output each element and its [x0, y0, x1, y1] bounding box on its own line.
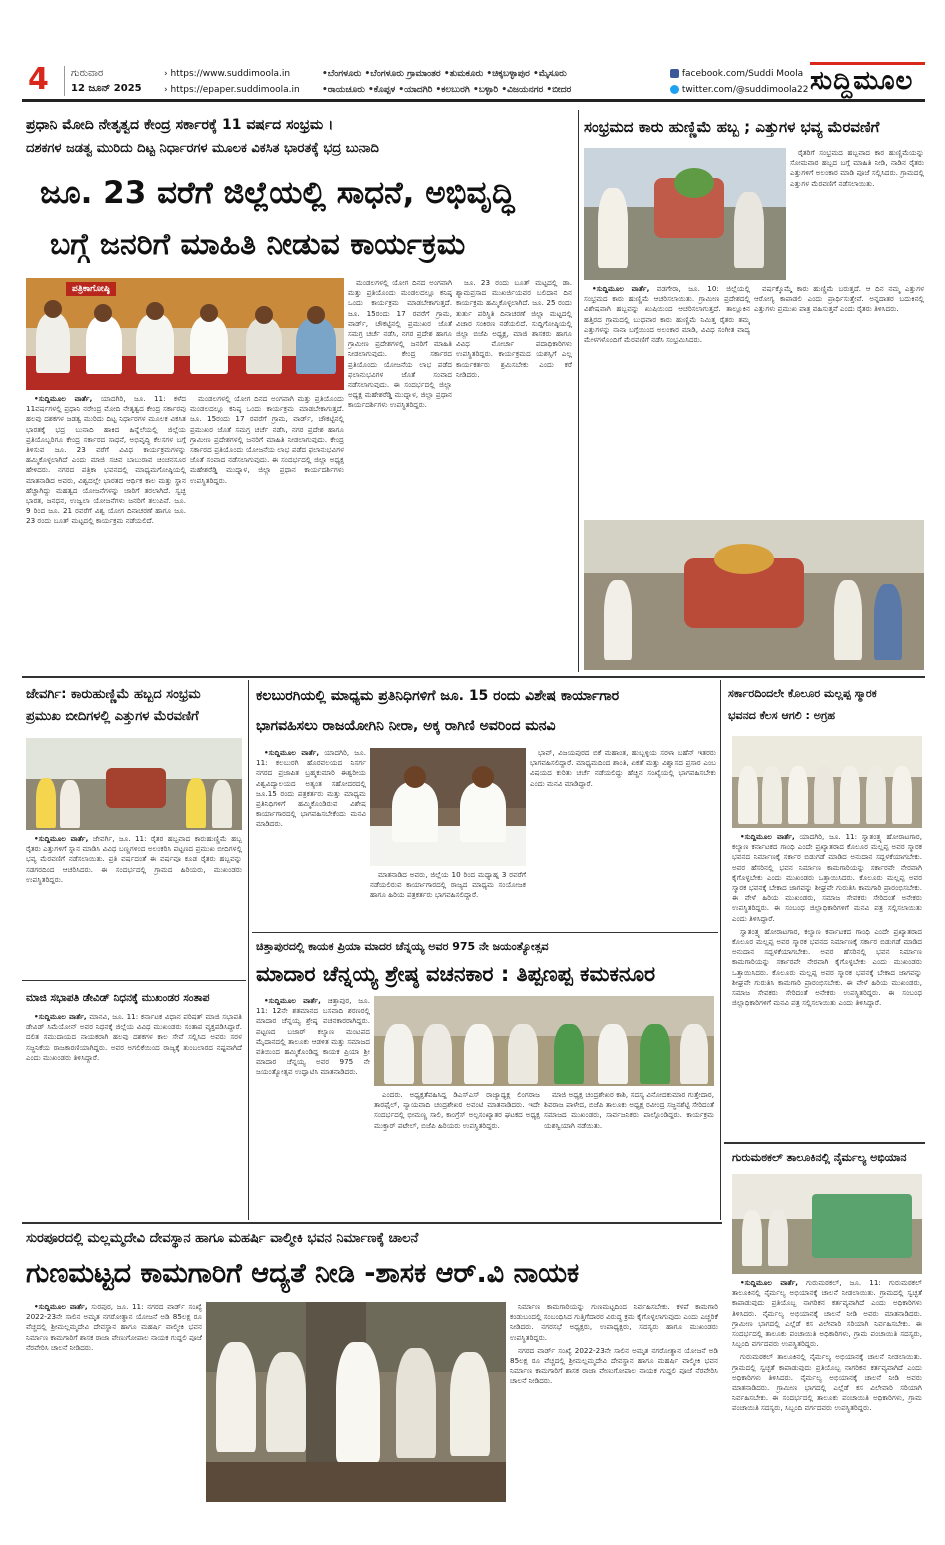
jewargi-photo [26, 738, 242, 830]
issue-date [64, 66, 144, 96]
lead-column-3: ಮಂಡಲಗಳಲ್ಲಿ ಯೋಗ ದಿನದ ಅಂಗವಾಗಿ ಮತ್ತು ಪ್ರತಿಯೊಂದು ಮಂಡಲದಲ್ಲೂ ಕನಿಷ್ಠ ಒಂದು ಕಾರ್ಯಕ್ರಮ ಮಾಡಬೇಕಾಗುತ್ತದೆ. ಜೂ. 15ರಂದು 17 ರವರೆಗೆ ಗ್ರಾಮ, ವಾರ್ಡ್, ಚೌಕಟ್ಟಿನಲ್ಲಿ ಪ್ರಮುಖರ ಜೊತೆ ಸಮಗ್ರ ಚರ್ಚೆ ನಡೆಸಿ, ನಗರ ಪ್ರದೇಶ ಹಾಗೂ ಗ್ರಾಮೀಣ ಪ್ರದೇಶಗಳಲ್ಲಿ ಜನರಿಗೆ ಮಾಹಿತಿ ನೀಡಲಾಗುವುದು. ಕೇಂದ್ರ ಸರ್ಕಾರದ ಪ್ರತಿಯೊಂದು ಯೋಜನೆಯ ಲಾಭ ಪಡೆದ ಫಲಾನುಭವಿಗಳ ಜೊತೆ ಸಂವಾದ ನಡೆಸಲಾಗುವುದು. ಈ ಸಂದರ್ಭದಲ್ಲಿ ಜಿಲ್ಲಾ ಅಧ್ಯಕ್ಷ ಮಹೇಶರೆಡ್ಡಿ ಮುದ್ನಾಳ, ಜಿಲ್ಲಾ ಪ್ರಧಾನ ಕಾರ್ಯದರ್ಶಿಗಳು ಉಪಸ್ಥಿತರಿದ್ದರು. [348, 278, 452, 410]
festival-column-left: •ಸುದ್ದಿಮೂಲ ವಾರ್ತೆ, ವಡಗೇರಾ, ಜೂ. 10: ಜಿಲ್ಲೆಯಲ್ಲಿ ಸಂಭ್ರಮದ ಕಾರು ಹುಣ್ಣಿಮೆ ಆಚರಿಸಲಾಯಿತು. ಗ್ರಾಮೀಣ ಪ್ರದೇಶದಲ್ಲಿ ವಿಶೇಷವಾಗಿ ಹಬ್ಬವನ್ನು ಖುಷಿಯಿಂದ ಆಚರಿಸಲಾಗುತ್ತದೆ. ತಾಲ್ಲೂಕಿನ ಹತ್ತಿರದ ಗ್ರಾಮದಲ್ಲಿ ಬುಧವಾರ ಕಾರು ಹುಣ್ಣಿಮೆ ನಿಮಿತ್ತ ರೈತರು ತಮ್ಮ ಎತ್ತುಗಳನ್ನು ನಾನಾ ಬಗ್ಗೆಯಿಂದ ಅಲಂಕಾರ ಮಾಡಿ, ವಿವಿಧ ಸಂಗೀತ ವಾದ್ಯ ಮೇಳಗಳೊಂದಿಗೆ ಮೆರವಣಿಗೆ ನಡೆಸಿ ಸಂಭ್ರಮಿಸಿದರು. [584, 284, 750, 345]
gurumatkal-headline: ಗುರುಮಠಕಲ್ ತಾಲೂಕಿನಲ್ಲಿ ನೈರ್ಮಲ್ಯ ಅಭಿಯಾನ [732, 1151, 907, 1164]
bull-procession-photo-1 [584, 148, 786, 280]
site-url-link[interactable]: › https://www.suddimoola.in [164, 69, 291, 79]
issue-day: ಗುರುವಾರ [71, 68, 104, 79]
surapura-column-1: •ಸುದ್ದಿಮೂಲ ವಾರ್ತೆ, ಸುರಪುರ, ಜೂ. 11: ನಗರದ ವಾರ್ಡ್ ಸಂಖ್ಯೆ 2022-23ನೇ ಸಾಲಿನ ಅಮೃತ ನಗರೋತ್ಥಾನ ಯೋಜನೆ ಅಡಿ 85ಲಕ್ಷ ರೂ ವೆಚ್ಚದಲ್ಲಿ ಶ್ರೀಮಲ್ಲಮ್ಮದೇವಿ ದೇವಸ್ಥಾನ ಹಾಗೂ ಮಹರ್ಷಿ ವಾಲ್ಮೀಕಿ ಭವನ ನಿರ್ಮಾಣ ಕಾಮಗಾರಿಗೆ ಶಾಸಕ ರಾಜಾ ವೇಣುಗೋಪಾಲ ನಾಯಕ ಗುದ್ದಲಿ ಪೂಜೆ ನೆರವೇರಿಸಿ ಚಾಲನೆ ನೀಡಿದರು. [26, 1302, 202, 1352]
press-meet-photo [26, 278, 344, 390]
kalaburagi-headline-1: ಕಲಬುರಗಿಯಲ್ಲಿ ಮಾಧ್ಯಮ ಪ್ರತಿನಿಧಿಗಳಿಗೆ ಜೂ. 15 ರಂದು ವಿಶೇಷ ಕಾರ್ಯಾಗಾರ [256, 688, 620, 704]
lead-kicker-2: ದಶಕಗಳ ಜಡತ್ವ ಮುರಿದು ದಿಟ್ಟ ನಿರ್ಧಾರಗಳ ಮೂಲಕ ವಿಕಸಿತ ಭಾರತಕ್ಕೆ ಭದ್ರ ಬುನಾದಿ [26, 141, 379, 156]
brahmakumari-speakers-photo [370, 748, 526, 866]
david-headline: ಮಾಜಿ ಸಭಾಪತಿ ಡೇವಿಡ್ ನಿಧನಕ್ಕೆ ಮುಖಂಡರ ಸಂತಾಪ [26, 992, 210, 1004]
epaper-url-link[interactable]: › https://epaper.suddimoola.in [164, 85, 300, 95]
bull-procession-photo-2 [584, 520, 924, 670]
site-links [164, 66, 314, 98]
masthead [22, 62, 925, 102]
festival-column-top: ರೈತರಿಗೆ ಸಂಭ್ರಮದ ಹಬ್ಬವಾದ ಕಾರ ಹುಣ್ಣಿಮೆಯನ್ನು ಸೋಮವಾರ ಹಬ್ಬದ ಬಗ್ಗೆ ಮಾಹಿತಿ ನೀಡಿ, ನಾಡಿನ ರೈತರು ಎತ್ತುಗಳಿಗೆ ಅಲಂಕಾರ ಮಾಡಿ ಪೂಜೆ ಸಲ್ಲಿಸಿದರು. ಗ್ರಾಮದಲ್ಲಿ ಎತ್ತುಗಳ ಮೆರವಣಿಗೆ ನಡೆಸಲಾಯಿತು. [790, 148, 924, 188]
district-list [322, 66, 662, 98]
facebook-link[interactable]: facebook.com/Suddi Moola [670, 66, 810, 82]
koluru-memorial-photo [732, 736, 922, 828]
kalaburagi-column-3: ಭಾವ್, ವಿಜಯಪುರದ ಬಿಕೆ ಮಹಾಂತ, ಹುಬ್ಬಳ್ಳಿಯ ಸರಳಾ ಬಹೆನ್ ಇತರರು ಭಾಗವಹಿಸಲಿದ್ದಾರೆ. ಮಾಧ್ಯಮದಿಂದ ಶಾಂತಿ, ಏಕತೆ ಮತ್ತು ವಿಶ್ವಾಸದ ಪ್ರಸಾರ ಎಂಬ ವಿಷಯದ ಕುರಿತು ಚರ್ಚೆ ನಡೆಯಲಿದ್ದು ಹೆಚ್ಚಿನ ಸಂಖ್ಯೆಯಲ್ಲಿ ಭಾಗವಹಿಸಬೇಕು ಎಂದು ಮನವಿ ಮಾಡಿದ್ದಾರೆ. [530, 748, 716, 788]
facebook-icon [670, 69, 679, 78]
jewargi-headline-1: ಜೇವರ್ಗಿ: ಕಾರುಹುಣ್ಣಿಮೆ ಹಬ್ಬದ ಸಂಭ್ರಮ [26, 687, 201, 702]
chennaiah-column-3: ಮಾಜಿ ಅಧ್ಯಕ್ಷ ಚಂದ್ರಶೇಖರ ಕಾಶಿ, ಸದಸ್ಯ ವಿನೋದಕುಮಾರ ಗುತ್ತೇದಾರ, ಶಿವರಾಜ ಪಾಳೇದ, ಬಿಜೆಪಿ ತಾಲೂಕು ಅಧ್ಯಕ್ಷ ರವೀಂದ್ರ ಸಜ್ಜನಶೆಟ್ಟಿ ಸೇರಿದಂತೆ ಸಮಾಜದ ಮುಖಂಡರು, ಸಾರ್ವಜನಿಕರು ಪಾಲ್ಗೊಂಡಿದ್ದರು. ಕಾರ್ಯಕ್ರಮ ಯಶಸ್ವಿಯಾಗಿ ನಡೆಯಿತು. [544, 1090, 714, 1130]
gurumatkal-body: •ಸುದ್ದಿಮೂಲ ವಾರ್ತೆ, ಗುರುಮಠಕಲ್, ಜೂ. 11: ಗುರುಮಠಕಲ್ ತಾಲೂಕಿನಲ್ಲಿ ನೈರ್ಮಲ್ಯ ಅಭಿಯಾನಕ್ಕೆ ಚಾಲನೆ ನೀಡಲಾಯಿತು. ಗ್ರಾಮದಲ್ಲಿ ಸ್ವಚ್ಛತೆ ಕಾಪಾಡುವುದು ಪ್ರತಿಯೊಬ್ಬ ನಾಗರಿಕನ ಕರ್ತವ್ಯವಾಗಿದೆ ಎಂದು ಅಧಿಕಾರಿಗಳು ತಿಳಿಸಿದರು. ನೈರ್ಮಲ್ಯ ಅಭಿಯಾನಕ್ಕೆ ಚಾಲನೆ ನೀಡಿ ಅವರು ಮಾತನಾಡಿದರು. ಗ್ರಾಮೀಣ ಭಾಗದಲ್ಲಿ ಎಲ್ಲೆಡೆ ಕಸ ವಿಲೇವಾರಿ ಸರಿಯಾಗಿ ನಿರ್ವಹಿಸಬೇಕು. ಈ ಸಂದರ್ಭದಲ್ಲಿ ತಾಲೂಕು ಪಂಚಾಯಿತಿ ಅಧಿಕಾರಿಗಳು, ಗ್ರಾಮ ಪಂಚಾಯಿತಿ ಸದಸ್ಯರು, ಸಿಬ್ಬಂದಿ ವರ್ಗದವರು ಉಪಸ್ಥಿತರಿದ್ದರು. ಗುರುಮಠಕಲ್ ತಾಲೂಕಿನಲ್ಲಿ ನೈರ್ಮಲ್ಯ ಅಭಿಯಾನಕ್ಕೆ ಚಾಲನೆ ನೀಡಲಾಯಿತು. ಗ್ರಾಮದಲ್ಲಿ ಸ್ವಚ್ಛತೆ ಕಾಪಾಡುವುದು ಪ್ರತಿಯೊಬ್ಬ ನಾಗರಿಕನ ಕರ್ತವ್ಯವಾಗಿದೆ ಎಂದು ಅಧಿಕಾರಿಗಳು ತಿಳಿಸಿದರು. ನೈರ್ಮಲ್ಯ ಅಭಿಯಾನಕ್ಕೆ ಚಾಲನೆ ನೀಡಿ ಅವರು ಮಾತನಾಡಿದರು. ಗ್ರಾಮೀಣ ಭಾಗದಲ್ಲಿ ಎಲ್ಲೆಡೆ ಕಸ ವಿಲೇವಾರಿ ಸರಿಯಾಗಿ ನಿರ್ವಹಿಸಬೇಕು. ಈ ಸಂದರ್ಭದಲ್ಲಿ ತಾಲೂಕು ಪಂಚಾಯಿತಿ ಅಧಿಕಾರಿಗಳು, ಗ್ರಾಮ ಪಂಚಾಯಿತಿ ಸದಸ್ಯರು, ಸಿಬ್ಬಂದಿ ವರ್ಗದವರು ಉಪಸ್ಥಿತರಿದ್ದರು. [732, 1278, 922, 1413]
social-links [670, 66, 810, 98]
page-number: 4 [28, 62, 49, 97]
lead-column-1: •ಸುದ್ದಿಮೂಲ ವಾರ್ತೆ, ಯಾದಗಿರಿ, ಜೂ. 11: ಕಳೆದ 11ವರ್ಷಗಳಲ್ಲಿ ಪ್ರಧಾನಿ ನರೇಂದ್ರ ಮೋದಿ ನೇತೃತ್ವದ ಕೇಂದ್ರ ಸರ್ಕಾರವು ಹಲವು ದಶಕಗಳ ಜಡತ್ವ ಮುರಿದು ದಿಟ್ಟ ನಿರ್ಧಾರಗಳ ಮೂಲಕ ವಿಕಸಿತ ಭಾರತಕ್ಕೆ ಭದ್ರ ಬುನಾದಿ ಹಾಕಿದ ಹಿನ್ನೆಲೆಯಲ್ಲಿ ಜಿಲ್ಲೆಯ ಪ್ರತಿಯೊಬ್ಬರಿಗೂ ಕೇಂದ್ರ ಸರ್ಕಾರದ ಸಾಧನೆ, ಅಭಿವೃದ್ಧಿ ಕೆಲಸಗಳ ಬಗ್ಗೆ ತಿಳಿಸುವ ಜೂ. 23 ವರೆಗೆ ವಿವಿಧ ಕಾರ್ಯಕ್ರಮಗಳನ್ನು ಹಮ್ಮಿಕೊಳ್ಳಲಾಗಿದೆ ಎಂದು ಮಾಜಿ ಸಚಿವ ಬಾಬುರಾವ ಚಿಂಚನಸೂರ ಹೇಳಿದರು. ನಗರದ ಪತ್ರಿಕಾ ಭವನದಲ್ಲಿ ಮಾಧ್ಯಮಗೋಷ್ಠಿಯಲ್ಲಿ ಮಾತನಾಡಿದ ಅವರು, ವಿಶ್ವದಲ್ಲೇ ಭಾರತದ ಆರ್ಥಿಕ ಕಾಲ ಮತ್ತು ಸ್ಥಾನ ಹೆಚ್ಚಾಗಿದ್ದು ಮಹತ್ವದ ಯೋಜನೆಗಳನ್ನು ಜಾರಿಗೆ ತರಲಾಗಿದೆ. ಸ್ವಚ್ಛ ಭಾರತ, ಜನಧನ, ಉಜ್ವಲಾ ಯೋಜನೆಗಳು ಜನರಿಗೆ ತಲುಪಿವೆ. ಜೂ. 9 ರಿಂದ ಜೂ. 21 ರವರೆಗೆ ವಿಶ್ವ ಯೋಗ ದಿನಾಚರಣೆ ಹಾಗೂ ಜೂ. 23 ರಂದು ಬೂತ್ ಮಟ್ಟದಲ್ಲಿ ಕಾರ್ಯಕ್ರಮ ನಡೆಯಲಿದೆ. [26, 394, 186, 526]
festival-headline: ಸಂಭ್ರಮದ ಕಾರು ಹುಣ್ಣಿಮೆ ಹಬ್ಬ ; ಎತ್ತುಗಳ ಭವ್ಯ ಮೆರವಣಿಗೆ [584, 118, 880, 136]
newspaper-logo: ಸುದ್ದಿಮೂಲ [810, 62, 925, 98]
david-body: •ಸುದ್ದಿಮೂಲ ವಾರ್ತೆ, ಮಾನವಿ, ಜೂ. 11: ಕರ್ನಾಟಕ ವಿಧಾನ ಪರಿಷತ್ ಮಾಜಿ ಸಭಾಪತಿ ಡೇವಿಡ್ ಸಿಮೆಯೋನ್ ಅವರ ನಿಧನಕ್ಕೆ ಜಿಲ್ಲೆಯ ವಿವಿಧ ಮುಖಂಡರು ಸಂತಾಪ ವ್ಯಕ್ತಪಡಿಸಿದ್ದಾರೆ. ದಲಿತ ಸಮುದಾಯದ ನಾಯಕರಾಗಿ ಹಲವು ದಶಕಗಳ ಕಾಲ ಸೇವೆ ಸಲ್ಲಿಸಿದ ಅವರು ಸರಳ ಸಜ್ಜನಿಕೆಯ ರಾಜಕಾರಣಿಯಾಗಿದ್ದರು. ಅವರ ಅಗಲಿಕೆಯಿಂದ ರಾಜ್ಯಕ್ಕೆ ತುಂಬಲಾರದ ನಷ್ಟವಾಗಿದೆ ಎಂದು ಮುಖಂಡರು ತಿಳಿಸಿದ್ದಾರೆ. [26, 1012, 242, 1062]
chennaiah-kicker: ಚಿತ್ತಾಪುರದಲ್ಲಿ ಕಾಯಕ ಪ್ರಿಯಾ ಮಾದರ ಚೆನ್ನಯ್ಯ ಅವರ 975 ನೇ ಜಯಂತ್ಯೋತ್ಸವ [256, 940, 549, 953]
kalaburagi-column-2: ಮಾತನಾಡಿದ ಅವರು, ಜಿಲ್ಲೆಯ 10 ರಿಂದ ಮಧ್ಯಾಹ್ನ 3 ರವರೆಗೆ ನಡೆಯಲಿರುವ ಕಾರ್ಯಾಗಾರದಲ್ಲಿ ರಾಜ್ಯದ ಮಾಧ್ಯಮ ಸಂಯೋಜಕ ಹಾಗೂ ಹಿರಿಯ ಪತ್ರಕರ್ತರು ಭಾಗವಹಿಸಲಿದ್ದಾರೆ. [370, 870, 526, 900]
chennaiah-jayanti-photo [374, 996, 714, 1086]
twitter-link[interactable]: twitter.com/@suddimoola22 [670, 82, 810, 98]
district-row-1: •ಬೆಂಗಳೂರು •ಬೆಂಗಳೂರು ಗ್ರಾಮಾಂತರ •ತುಮಕೂರು •ಚಿಕ್ಕಬಳ್ಳಾಪುರ •ಮೈಸೂರು [322, 69, 567, 79]
kalaburagi-headline-2: ಭಾಗವಹಿಸಲು ರಾಜಯೋಗಿನಿ ನೀರಾ, ಅಕ್ಕ ರಾಗಿಣಿ ಅವರಿಂದ ಮನವಿ [256, 718, 556, 734]
chennaiah-column-1: •ಸುದ್ದಿಮೂಲ ವಾರ್ತೆ, ಚಿತ್ತಾಪುರ, ಜೂ. 11: 12ನೇ ಶತಮಾನದ ಬಸವಾದಿ ಶರಣರಲ್ಲಿ ಮಾದಾರ ಚೆನ್ನಯ್ಯ ಶ್ರೇಷ್ಠ ವಚನಕಾರರಾಗಿದ್ದರು. ಪಟ್ಟಣದ ಬಜಾರ್ ಕಲ್ಯಾಣ ಮಂಟಪದ ಮೈದಾನದಲ್ಲಿ ತಾಲೂಕು ಆಡಳಿತ ಮತ್ತು ಸಮಾಜದ ವತಿಯಿಂದ ಹಮ್ಮಿಕೊಂಡಿದ್ದ ಕಾಯಕ ಪ್ರಿಯಾ ಶ್ರೀ ಮಾದಾರ ಚೆನ್ನಯ್ಯ ಅವರ 975 ನೇ ಜಯಂತ್ಯೋತ್ಸವ ಉದ್ಘಾಟಿಸಿ ಮಾತನಾಡಿದರು. [256, 996, 370, 1077]
chennaiah-column-2: ಎಂದರು. ಅಧ್ಯಕ್ಷತೆವಹಿಸಿದ್ದ ಡಿಎಸ್ಎಸ್ ರಾಜ್ಯಾಧ್ಯಕ್ಷ ಲಿಂಗರಾಜ ತಾರಫೈಲ್, ನ್ಯಾಯವಾದಿ ಚಂದ್ರಶೇಖರ ಅವಂಟಿ ಮಾತನಾಡಿದರು. ಇದೇ ಸಂದರ್ಭದಲ್ಲಿ ಭೀಮಣ್ಣ ಸಾಲಿ, ಕಾಂಗ್ರೆಸ್ ಅಲ್ಪಸಂಖ್ಯಾತರ ಘಟಕದ ಅಧ್ಯಕ್ಷ ಮುಕ್ತಾರ್ ಪಟೇಲ್, ಬಿಜೆಪಿ ಹಿರಿಯರು ಉಪಸ್ಥಿತರಿದ್ದರು. [374, 1090, 540, 1130]
groundbreaking-ceremony-photo [206, 1302, 506, 1502]
lead-column-4: ಜೂ. 23 ರಂದು ಬೂತ್ ಮಟ್ಟದಲ್ಲಿ ಡಾ. ಶ್ಯಾಮಪ್ರಸಾದ ಮುಖರ್ಜಿಯವರ ಬಲಿದಾನ ದಿನ ಕಾರ್ಯಕ್ರಮ ಹಮ್ಮಿಕೊಳ್ಳಲಾಗಿದೆ. ಜೂ. 25 ರಂದು ತುರ್ತು ಪರಿಸ್ಥಿತಿ ದಿನಾಚರಣೆ ಜಿಲ್ಲಾ ಮಟ್ಟದಲ್ಲಿ ವಿಚಾರ ಸಂಕಿರಣ ನಡೆಯಲಿದೆ. ಸುದ್ದಿಗೋಷ್ಠಿಯಲ್ಲಿ ಜಿಲ್ಲಾ ಬಿಜೆಪಿ ಅಧ್ಯಕ್ಷ, ಮಾಜಿ ಶಾಸಕರು ಹಾಗೂ ವಿವಿಧ ಮೋರ್ಚಾ ಪದಾಧಿಕಾರಿಗಳು ಉಪಸ್ಥಿತರಿದ್ದರು. ಕಾರ್ಯಕ್ರಮದ ಯಶಸ್ಸಿಗೆ ಎಲ್ಲ ಕಾರ್ಯಕರ್ತರು ಶ್ರಮಿಸಬೇಕು ಎಂದು ಕರೆ ನೀಡಿದರು. [456, 278, 572, 379]
koluru-headline-1: ಸರ್ಕಾರದಿಂದಲೇ ಕೊಲೂರ ಮಲ್ಲಪ್ಪ ಸ್ಮಾರಕ [728, 687, 877, 700]
surapura-kicker: ಸುರಪೂರದಲ್ಲಿ ಮಲ್ಲಮ್ಮದೇವಿ ದೇವಸ್ಥಾನ ಹಾಗೂ ಮಹರ್ಷಿ ವಾಲ್ಮೀಕಿ ಭವನ ನಿರ್ಮಾಣಕ್ಕೆ ಚಾಲನೆ [26, 1231, 419, 1246]
twitter-icon [670, 85, 679, 94]
lead-column-2: ಮಂಡಲಗಳಲ್ಲಿ ಯೋಗ ದಿನದ ಅಂಗವಾಗಿ ಮತ್ತು ಪ್ರತಿಯೊಂದು ಮಂಡಲದಲ್ಲೂ ಕನಿಷ್ಠ ಒಂದು ಕಾರ್ಯಕ್ರಮ ಮಾಡಬೇಕಾಗುತ್ತದೆ. ಜೂ. 15ರಂದು 17 ರವರೆಗೆ ಗ್ರಾಮ, ವಾರ್ಡ್, ಚೌಕಟ್ಟಿನಲ್ಲಿ ಪ್ರಮುಖರ ಜೊತೆ ಸಮಗ್ರ ಚರ್ಚೆ ನಡೆಸಿ, ನಗರ ಪ್ರದೇಶ ಹಾಗೂ ಗ್ರಾಮೀಣ ಪ್ರದೇಶಗಳಲ್ಲಿ ಜನರಿಗೆ ಮಾಹಿತಿ ನೀಡಲಾಗುವುದು. ಕೇಂದ್ರ ಸರ್ಕಾರದ ಪ್ರತಿಯೊಂದು ಯೋಜನೆಯ ಲಾಭ ಪಡೆದ ಫಲಾನುಭವಿಗಳ ಜೊತೆ ಸಂವಾದ ನಡೆಸಲಾಗುವುದು. ಈ ಸಂದರ್ಭದಲ್ಲಿ ಜಿಲ್ಲಾ ಅಧ್ಯಕ್ಷ ಮಹೇಶರೆಡ್ಡಿ ಮುದ್ನಾಳ, ಜಿಲ್ಲಾ ಪ್ರಧಾನ ಕಾರ್ಯದರ್ಶಿಗಳು ಉಪಸ್ಥಿತರಿದ್ದರು. [190, 394, 344, 485]
lead-headline-1: ಜೂ. 23 ವರೆಗೆ ಜಿಲ್ಲೆಯಲ್ಲಿ ಸಾಧನೆ, ಅಭಿವೃದ್ಧಿ [40, 175, 515, 211]
chennaiah-headline: ಮಾದಾರ ಚೆನ್ನಯ್ಯ ಶ್ರೇಷ್ಠ ವಚನಕಾರ : ತಿಪ್ಪಣಪ್ಪ ಕಮಕನೂರ [256, 962, 656, 986]
jewargi-body: •ಸುದ್ದಿಮೂಲ ವಾರ್ತೆ, ಜೇವರ್ಗಿ, ಜೂ. 11: ರೈತರ ಹಬ್ಬವಾದ ಕಾರುಹುಣ್ಣಿಮೆ ಹಬ್ಬ ರೈತರು ಎತ್ತುಗಳಿಗೆ ಸ್ನಾನ ಮಾಡಿಸಿ ವಿವಿಧ ಬಣ್ಣಗಳಿಂದ ಅಲಂಕರಿಸಿ ಪಟ್ಟಣದ ಪ್ರಮುಖ ಬೀದಿಗಳಲ್ಲಿ ಭವ್ಯ ಮೆರವಣಿಗೆ ನಡೆಸಲಾಯಿತು. ಪ್ರತಿ ವರ್ಷದಂತೆ ಈ ವರ್ಷವೂ ಕೂಡ ರೈತರು ಹಬ್ಬವನ್ನು ಸಡಗರದಿಂದ ಆಚರಿಸಿದರು. ಈ ಸಂದರ್ಭದಲ್ಲಿ ಗ್ರಾಮದ ಹಿರಿಯರು, ಮುಖಂಡರು ಉಪಸ್ಥಿತರಿದ್ದರು. [26, 834, 242, 884]
koluru-body: •ಸುದ್ದಿಮೂಲ ವಾರ್ತೆ, ಯಾದಗಿರಿ, ಜೂ. 11: ಸ್ವಾತಂತ್ರ್ಯ ಹೋರಾಟಗಾರ, ಕಲ್ಯಾಣ ಕರ್ನಾಟಕದ ಗಾಂಧಿ ಎಂದೇ ಪ್ರಖ್ಯಾತರಾದ ಕೊಲೂರ ಮಲ್ಲಪ್ಪ ಅವರ ಸ್ಮಾರಕ ಭವನದ ನಿರ್ಮಾಣಕ್ಕೆ ಸರ್ಕಾರ ಬಿಡುಗಡೆ ಮಾಡಿದ ಅನುದಾನ ಸದ್ಬಳಕೆಯಾಗಬೇಕು. ಅವರ ಹೆಸರಿನಲ್ಲಿ ಭವನ ನಿರ್ಮಾಣ ಕಾಮಗಾರಿಯನ್ನು ಸರ್ಕಾರವೇ ನೇರವಾಗಿ ಕೈಗೊಳ್ಳಬೇಕು ಎಂದು ಮುಖಂಡರು ಒತ್ತಾಯಿಸಿದರು. ಕೊಲೂರು ಮಲ್ಲಪ್ಪ ಅವರ ಸ್ಮಾರಕ ಭವನಕ್ಕೆ ಬೇಕಾದ ಜಾಗವನ್ನು ಶೀಘ್ರವೇ ಗುರುತಿಸಿ ಕಾಮಗಾರಿ ಪ್ರಾರಂಭಿಸಬೇಕು. ಈ ವೇಳೆ ಹಿರಿಯ ಮುಖಂಡರು, ಸಮಾಜ ಸೇವಕರು ಸೇರಿದಂತೆ ಅನೇಕರು ಉಪಸ್ಥಿತರಿದ್ದರು. ಈ ಸಂಬಂಧ ಜಿಲ್ಲಾಧಿಕಾರಿಗಳಿಗೆ ಮನವಿ ಪತ್ರ ಸಲ್ಲಿಸಲಾಯಿತು ಎಂದು ತಿಳಿಸಿದ್ದಾರೆ. ಸ್ವಾತಂತ್ರ್ಯ ಹೋರಾಟಗಾರ, ಕಲ್ಯಾಣ ಕರ್ನಾಟಕದ ಗಾಂಧಿ ಎಂದೇ ಪ್ರಖ್ಯಾತರಾದ ಕೊಲೂರ ಮಲ್ಲಪ್ಪ ಅವರ ಸ್ಮಾರಕ ಭವನದ ನಿರ್ಮಾಣಕ್ಕೆ ಸರ್ಕಾರ ಬಿಡುಗಡೆ ಮಾಡಿದ ಅನುದಾನ ಸದ್ಬಳಕೆಯಾಗಬೇಕು. ಅವರ ಹೆಸರಿನಲ್ಲಿ ಭವನ ನಿರ್ಮಾಣ ಕಾಮಗಾರಿಯನ್ನು ಸರ್ಕಾರವೇ ನೇರವಾಗಿ ಕೈಗೊಳ್ಳಬೇಕು ಎಂದು ಮುಖಂಡರು ಒತ್ತಾಯಿಸಿದರು. ಕೊಲೂರು ಮಲ್ಲಪ್ಪ ಅವರ ಸ್ಮಾರಕ ಭವನಕ್ಕೆ ಬೇಕಾದ ಜಾಗವನ್ನು ಶೀಘ್ರವೇ ಗುರುತಿಸಿ ಕಾಮಗಾರಿ ಪ್ರಾರಂಭಿಸಬೇಕು. ಈ ವೇಳೆ ಹಿರಿಯ ಮುಖಂಡರು, ಸಮಾಜ ಸೇವಕರು ಸೇರಿದಂತೆ ಅನೇಕರು ಉಪಸ್ಥಿತರಿದ್ದರು. ಈ ಸಂಬಂಧ ಜಿಲ್ಲಾಧಿಕಾರಿಗಳಿಗೆ ಮನವಿ ಪತ್ರ ಸಲ್ಲಿಸಲಾಯಿತು ಎಂದು ತಿಳಿಸಿದ್ದಾರೆ. [732, 832, 922, 1008]
gurumatkal-photo [732, 1174, 922, 1274]
koluru-headline-2: ಭವನದ ಕೆಲಸ ಆಗಲಿ : ಅಗ್ರಹ [728, 709, 836, 722]
jewargi-headline-2: ಪ್ರಮುಖ ಬೀದಿಗಳಲ್ಲಿ ಎತ್ತುಗಳ ಮೆರವಣಿಗೆ [26, 709, 199, 724]
festival-column-right: ವರ್ಷಕ್ಕೊಮ್ಮೆ ಕಾರು ಹುಣ್ಣಿಮೆ ಬರುತ್ತದೆ. ಆ ದಿನ ನಮ್ಮ ಎತ್ತುಗಳ ಆರೋಗ್ಯ ಕಾಪಾಡಲಿ ಎಂದು ಪ್ರಾರ್ಥಿಸುತ್ತೇವೆ. ಅನ್ನದಾತರ ಬದುಕಿನಲ್ಲಿ ಎತ್ತುಗಳು ಪ್ರಮುಖ ಪಾತ್ರ ವಹಿಸುತ್ತವೆ ಎಂದು ರೈತರು ತಿಳಿಸಿದರು. [754, 284, 924, 314]
lead-kicker-1: ಪ್ರಧಾನಿ ಮೋದಿ ನೇತೃತ್ವದ ಕೇಂದ್ರ ಸರ್ಕಾರಕ್ಕೆ 11 ವರ್ಷದ ಸಂಭ್ರಮ । [26, 117, 334, 133]
lead-headline-2: ಬಗ್ಗೆ ಜನರಿಗೆ ಮಾಹಿತಿ ನೀಡುವ ಕಾರ್ಯಕ್ರಮ [50, 227, 466, 262]
district-row-2: •ರಾಯಚೂರು •ಕೊಪ್ಪಳ •ಯಾದಗಿರಿ •ಕಲಬುರಗಿ •ಬಳ್ಳಾರಿ •ವಿಜಯನಗರ •ಬೀದರ [322, 85, 572, 95]
press-banner: ಪತ್ರಿಕಾಗೋಷ್ಠಿ [66, 282, 116, 296]
surapura-headline: ಗುಣಮಟ್ಟದ ಕಾಮಗಾರಿಗೆ ಆದ್ಯತೆ ನೀಡಿ -ಶಾಸಕ ಆರ್.ವಿ ನಾಯಕ [26, 1258, 580, 1289]
surapura-column-2: ನಿರ್ಮಾಣ ಕಾಮಗಾರಿಯನ್ನು ಗುಣಮಟ್ಟದಿಂದ ನಿರ್ವಹಿಸಬೇಕು. ಕಳಪೆ ಕಾಮಗಾರಿ ಕಂಡುಬಂದಲ್ಲಿ ಸಂಬಂಧಿಸಿದ ಗುತ್ತಿಗೆದಾರರ ವಿರುದ್ಧ ಕ್ರಮ ಕೈಗೊಳ್ಳಲಾಗುವುದು ಎಂದು ಎಚ್ಚರಿಕೆ ನೀಡಿದರು. ನಗರಸಭೆ ಅಧ್ಯಕ್ಷರು, ಉಪಾಧ್ಯಕ್ಷರು, ಸದಸ್ಯರು ಹಾಗೂ ಮುಖಂಡರು ಉಪಸ್ಥಿತರಿದ್ದರು. ನಗರದ ವಾರ್ಡ್ ಸಂಖ್ಯೆ 2022-23ನೇ ಸಾಲಿನ ಅಮೃತ ನಗರೋತ್ಥಾನ ಯೋಜನೆ ಅಡಿ 85ಲಕ್ಷ ರೂ ವೆಚ್ಚದಲ್ಲಿ ಶ್ರೀಮಲ್ಲಮ್ಮದೇವಿ ದೇವಸ್ಥಾನ ಹಾಗೂ ಮಹರ್ಷಿ ವಾಲ್ಮೀಕಿ ಭವನ ನಿರ್ಮಾಣ ಕಾಮಗಾರಿಗೆ ಶಾಸಕ ರಾಜಾ ವೇಣುಗೋಪಾಲ ನಾಯಕ ಗುದ್ದಲಿ ಪೂಜೆ ನೆರವೇರಿಸಿ ಚಾಲನೆ ನೀಡಿದರು. [510, 1302, 718, 1386]
kalaburagi-column-1: •ಸುದ್ದಿಮೂಲ ವಾರ್ತೆ, ಯಾದಗಿರಿ, ಜೂ. 11: ಕಲಬುರಗಿ ಹೊರವಲಯದ ನಿಸರ್ಗ ನಗರದ ಪ್ರಜಾಪಿತ ಬ್ರಹ್ಮಕುಮಾರಿ ಈಶ್ವರೀಯ ವಿಶ್ವವಿದ್ಯಾಲಯದ ಅತ್ಯಂತ ಸಹೋದರದಲ್ಲಿ ಜೂ.15 ರಂದು ಪತ್ರಕರ್ತರು ಮತ್ತು ಮಾಧ್ಯಮ ಪ್ರತಿನಿಧಿಗಳಿಗೆ ಹಮ್ಮಿಕೊಂಡಿರುವ ವಿಶೇಷ ಕಾರ್ಯಾಗಾರದಲ್ಲಿ ಭಾಗವಹಿಸಬೇಕೆಂದು ಮನವಿ ಮಾಡಿದರು. [256, 748, 366, 829]
issue-date-text: 12 ಜೂನ್ 2025 [71, 83, 142, 94]
